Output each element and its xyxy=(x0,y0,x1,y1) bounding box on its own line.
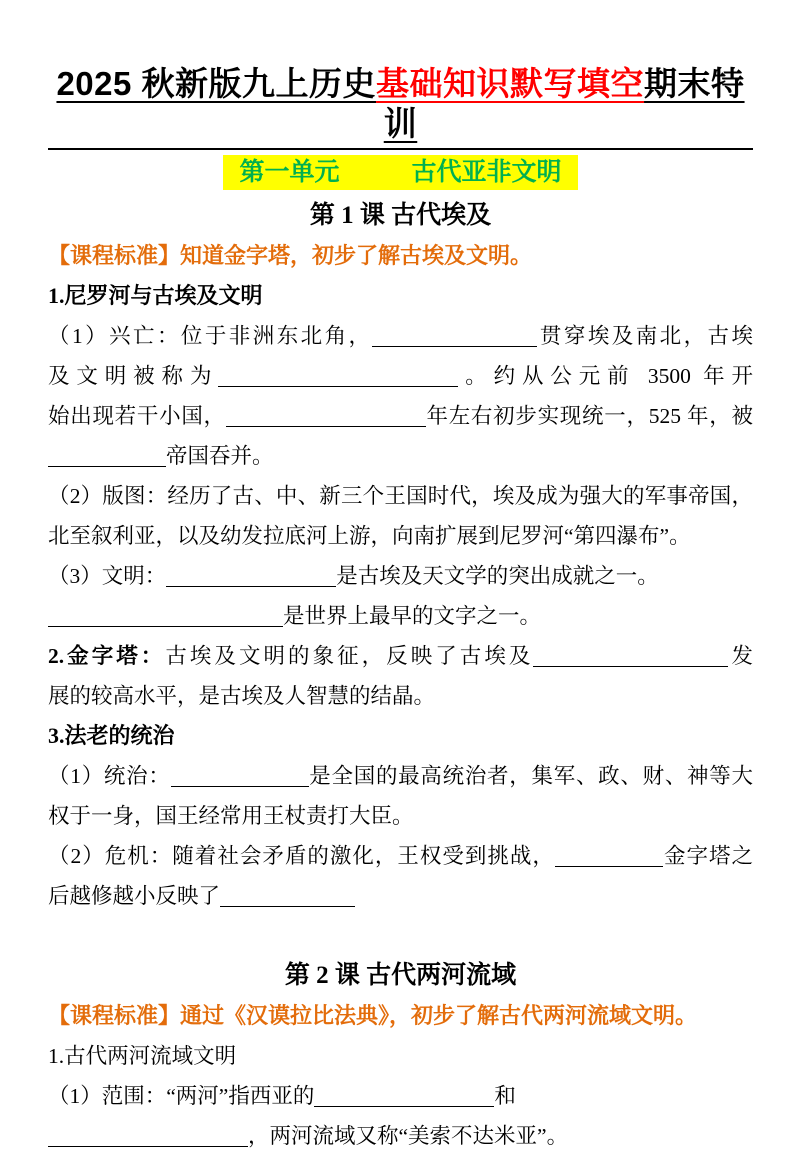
text-line xyxy=(48,876,753,916)
text-run: 发 xyxy=(728,644,753,669)
text-line xyxy=(48,396,753,436)
text-run: 【课程标准】知道金字塔，初步了解古埃及文明。 xyxy=(48,243,533,269)
text-run: （1）统治： xyxy=(48,764,171,789)
fill-in-blank[interactable] xyxy=(533,642,728,667)
text-run: 古埃及文明的象征，反映了古埃及 xyxy=(165,644,534,669)
text-line xyxy=(48,1116,753,1156)
text-run: 北至叙利亚，以及幼发拉底河上游，向南扩展到尼罗河“第四瀑布”。 xyxy=(48,524,691,549)
text-run: （1）范围：“两河”指西亚的 xyxy=(48,1084,315,1109)
text-line xyxy=(48,316,753,356)
text-line xyxy=(48,476,753,516)
text-run: （3）文明： xyxy=(48,564,167,589)
unit-label: 第一单元 xyxy=(239,159,340,187)
text-run: （1）兴亡：位于非洲东北角， xyxy=(48,324,373,349)
text-run: 金字塔之 xyxy=(662,844,753,869)
text-run: 3.法老的统治 xyxy=(48,723,175,749)
text-run: 始出现若干小国， xyxy=(48,404,226,429)
page-title-underline xyxy=(48,64,753,150)
topic-heading xyxy=(48,716,753,756)
lesson-heading xyxy=(48,956,753,996)
text-run: 及文明被称为 xyxy=(48,364,219,389)
fill-in-blank[interactable] xyxy=(48,442,166,467)
fill-in-blank[interactable] xyxy=(48,602,283,627)
text-run: 第 1 课 古代埃及 xyxy=(309,202,492,230)
fill-in-blank[interactable] xyxy=(171,762,309,787)
text-run: 和 xyxy=(494,1084,516,1109)
unit-banner xyxy=(48,155,753,190)
text-line xyxy=(48,796,753,836)
fill-in-blank[interactable] xyxy=(372,322,537,347)
text-run: 帝国吞并。 xyxy=(166,444,274,469)
text-run: 权于一身，国王经常用王杖责打大臣。 xyxy=(48,804,414,829)
text-run: 年左右初步实现统一，525 年，被 xyxy=(425,404,753,429)
topic-heading xyxy=(48,276,753,316)
text-run: 2.金字塔： xyxy=(48,644,166,669)
fill-in-blank[interactable] xyxy=(48,1122,248,1147)
text-run: 1.古代两河流域文明 xyxy=(48,1044,237,1069)
text-line xyxy=(48,836,753,876)
text-line xyxy=(48,1076,753,1116)
text-run: （2）版图：经历了古、中、新三个王国时代，埃及成为强大的军事帝国， xyxy=(48,484,753,509)
text-run: 是全国的最高统治者，集军、政、财、神等大 xyxy=(308,764,753,789)
text-run: ，两河流域又称“美索不达米亚”。 xyxy=(248,1124,569,1149)
text-run: 第 2 课 古代两河流域 xyxy=(284,962,517,990)
text-run: 1.尼罗河与古埃及文明 xyxy=(48,283,263,309)
fill-in-blank[interactable] xyxy=(220,882,355,907)
text-run: 【课程标准】通过《汉谟拉比法典》，初步了解古代两河流域文明。 xyxy=(48,1003,698,1029)
title-text-right: 期末特训 xyxy=(383,65,745,142)
text-run: 展的较高水平，是古埃及人智慧的结晶。 xyxy=(48,684,436,709)
text-line xyxy=(48,756,753,796)
text-line xyxy=(48,596,753,636)
text-line xyxy=(48,356,753,396)
text-line xyxy=(48,436,753,476)
text-line xyxy=(48,636,753,676)
text-run: 贯穿埃及南北，古埃 xyxy=(537,324,753,349)
text-line xyxy=(48,676,753,716)
text-run: （2）危机：随着社会矛盾的激化，王权受到挑战， xyxy=(48,844,555,869)
fill-in-blank[interactable] xyxy=(555,842,663,867)
text-run: 。约从公元前 3500 年开 xyxy=(458,364,753,389)
unit-banner-highlight xyxy=(223,155,577,190)
topic-heading xyxy=(48,1036,753,1076)
lesson-heading xyxy=(48,196,753,236)
fill-in-blank[interactable] xyxy=(166,562,336,587)
text-line xyxy=(48,516,753,556)
content-lines xyxy=(48,196,753,1156)
title-text-left: 2025 秋新版九上历史 xyxy=(56,65,377,102)
fill-in-blank[interactable] xyxy=(226,402,426,427)
text-run: 后越修越小反映了 xyxy=(48,884,221,909)
course-standard xyxy=(48,236,753,276)
course-standard xyxy=(48,996,753,1036)
page-title xyxy=(48,64,753,150)
text-line xyxy=(48,556,753,596)
text-run: 是世界上最早的文字之一。 xyxy=(283,604,542,629)
title-text-highlight: 基础知识默写填空 xyxy=(376,65,645,102)
fill-in-blank[interactable] xyxy=(314,1082,494,1107)
unit-title: 古代亚非文明 xyxy=(411,159,562,187)
text-run: 是古埃及天文学的突出成就之一。 xyxy=(336,564,659,589)
fill-in-blank[interactable] xyxy=(218,362,458,387)
